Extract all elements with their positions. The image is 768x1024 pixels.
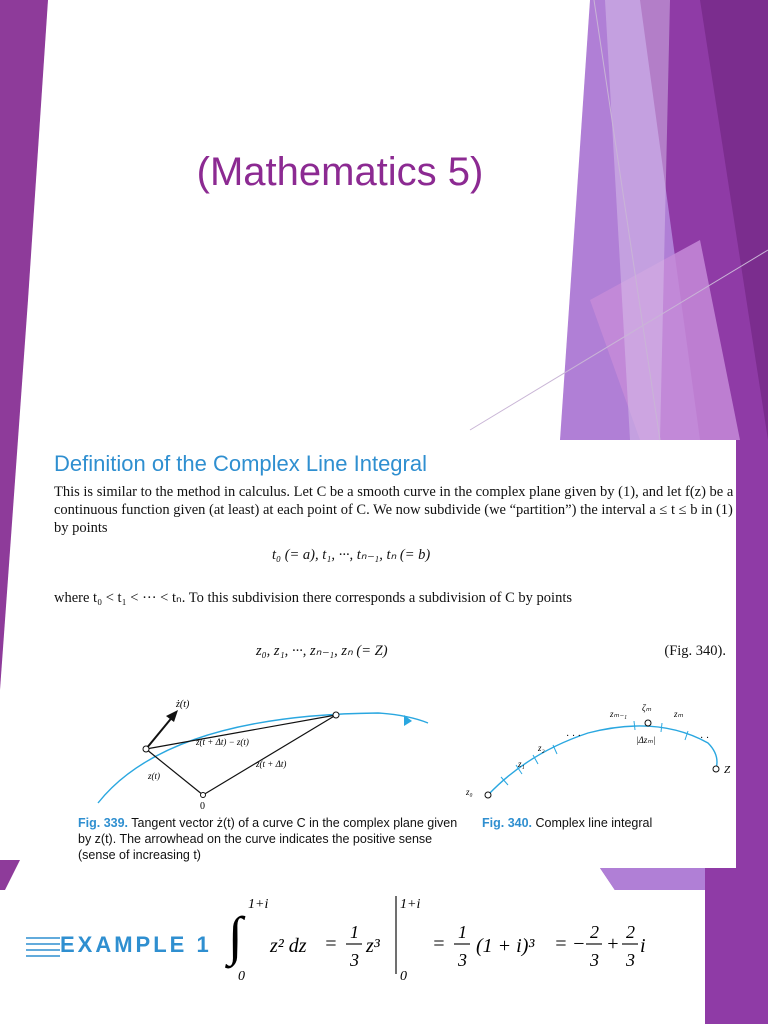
equals-2: =	[432, 933, 446, 955]
point-z-t	[143, 746, 149, 752]
example-block	[0, 890, 705, 1024]
equals-3: =	[554, 933, 568, 955]
curve-points-formula: z₀, z₁, ···, zₙ₋₁, zₙ (= Z)	[256, 643, 388, 659]
figure-339-diagram	[78, 695, 418, 815]
right-middle-strip	[736, 440, 768, 868]
partition-points-formula: t₀ (= a), t₁, ···, tₙ₋₁, tₙ (= b)	[272, 547, 431, 563]
z-cubed: z³	[366, 935, 380, 957]
point-z0	[485, 792, 491, 798]
textbook-excerpt	[38, 447, 736, 867]
figure-340-caption	[482, 815, 732, 831]
one-plus-i-cubed: (1 + i)³	[476, 935, 535, 957]
tangent-vector	[146, 715, 174, 749]
point-Z	[713, 766, 719, 772]
integral-upper-limit: 1+i	[248, 897, 269, 912]
figure-340-number: Fig. 340.	[482, 816, 533, 830]
example-equation	[228, 890, 648, 982]
fraction-4-num: 2	[626, 922, 635, 942]
figure-reference: (Fig. 340).	[664, 643, 726, 659]
imaginary-unit: i	[640, 935, 646, 957]
example-bar-lines	[26, 934, 60, 960]
figure-339-number: Fig. 339.	[78, 816, 129, 830]
label-z-t: z(t)	[148, 771, 160, 781]
label-zdot: ż(t)	[176, 699, 190, 710]
fraction-3-den: 3	[590, 950, 599, 970]
dots-left: · · ·	[566, 731, 581, 742]
point-zeta-m	[645, 720, 651, 726]
dots-right: · ·	[700, 733, 710, 744]
label-z0: z₀	[466, 787, 473, 797]
figure-339-text: Tangent vector ż(t) of a curve C in the complex plane given by z(t). The arrowhead on the curve indicates the positive sense (sense of increasing t)	[78, 816, 458, 862]
fraction-3-num: 2	[590, 922, 599, 942]
figure-339-caption	[78, 815, 458, 863]
section-heading: Definition of the Complex Line Integral	[54, 451, 427, 476]
label-origin: 0	[200, 801, 205, 812]
example-label: EXAMPLE 1	[60, 932, 212, 957]
fraction-1-num: 1	[350, 922, 359, 942]
label-zeta-m: ζₘ	[642, 703, 652, 713]
point-z-t-dt	[333, 712, 339, 718]
label-delta-z: |Δzₘ|	[636, 735, 656, 745]
integrand: z² dz	[270, 935, 307, 957]
equals-1: =	[324, 933, 338, 955]
minus-sign: −	[572, 933, 586, 955]
tangent-arrowhead	[166, 710, 178, 722]
fraction-1-den: 3	[350, 950, 359, 970]
integral-lower-limit: 0	[238, 969, 245, 984]
label-z1: z₁	[518, 759, 525, 769]
integral-sign: ∫	[228, 906, 243, 966]
fraction-2-den: 3	[458, 950, 467, 970]
subdivision-paragraph: where t₀ < t₁ < ··· < tₙ. To this subdivision there corresponds a subdivision of C by points	[54, 590, 572, 606]
label-Z: Z	[724, 764, 731, 776]
plus-sign: +	[606, 933, 620, 955]
label-z-t-dt: z(t + Δt)	[256, 759, 287, 769]
label-z2: z₂	[538, 743, 545, 753]
label-z-m-1: zₘ₋₁	[610, 709, 627, 719]
curve-c	[98, 713, 428, 803]
intro-paragraph: This is similar to the method in calculus. Let C be a smooth curve in the complex plane given by (1), and let f(z) be a continuous function given (at least) at each point of C. We now subdivide (we “partition”) the interval a ≤ t ≤ b in (1) by points	[54, 484, 734, 536]
eval-upper-limit: 1+i	[400, 897, 421, 912]
partition-ticks	[501, 721, 688, 785]
fraction-2-num: 1	[458, 922, 467, 942]
label-difference: z(t + Δt) − z(t)	[196, 737, 249, 747]
label-z-m: zₘ	[674, 709, 684, 719]
slide-title: (Mathematics 5)	[196, 150, 484, 194]
fraction-4-den: 3	[626, 950, 635, 970]
origin-point	[201, 793, 206, 798]
figure-340-text: Complex line integral	[535, 816, 653, 830]
eval-lower-limit: 0	[400, 969, 407, 984]
figure-340-diagram	[458, 703, 731, 813]
